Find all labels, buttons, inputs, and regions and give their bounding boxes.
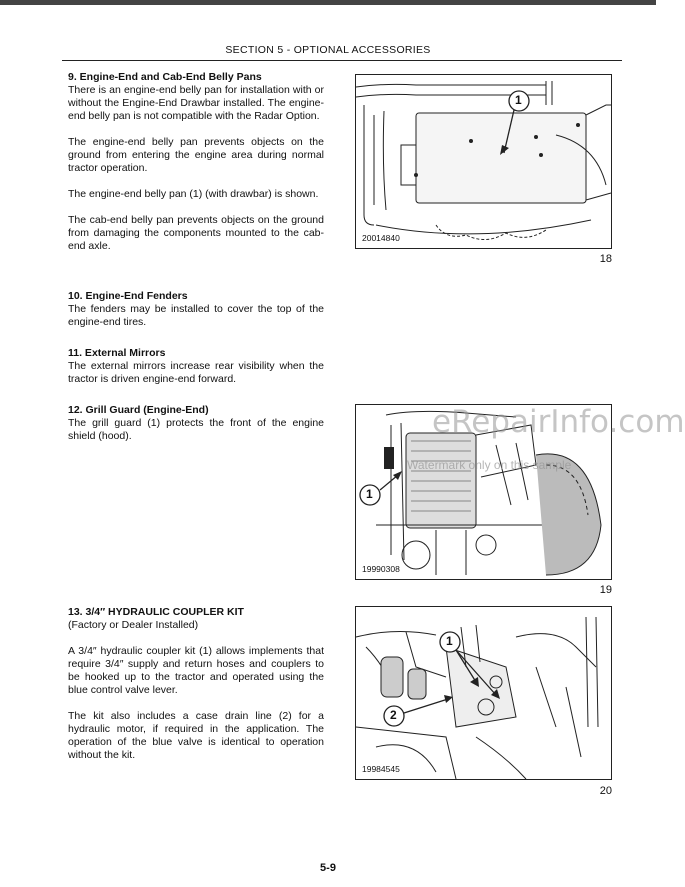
header-rule bbox=[62, 60, 622, 61]
top-bar bbox=[0, 0, 656, 5]
section-heading: 10. Engine-End Fenders bbox=[68, 290, 188, 302]
section-heading: 12. Grill Guard (Engine-End) bbox=[68, 404, 209, 416]
paragraph: The engine-end belly pan prevents objects on the ground from entering the engine area during normal tractor operation. bbox=[68, 136, 324, 174]
section-12 bbox=[68, 404, 324, 443]
watermark-subtext: Watermark only on this sample bbox=[407, 458, 572, 472]
paragraph: The grill guard (1) protects the front of the engine shield (hood). bbox=[68, 417, 324, 442]
section-11 bbox=[68, 347, 324, 386]
section-9 bbox=[68, 71, 324, 253]
watermark-text: eRepairInfo.com bbox=[432, 404, 685, 440]
page-number: 5-9 bbox=[320, 862, 336, 874]
paragraph: The external mirrors increase rear visibility when the tractor is driven engine-end forward. bbox=[68, 360, 324, 385]
belly-pan-illustration bbox=[356, 75, 611, 248]
paragraph: There is an engine-end belly pan for installation with or without the Engine-End Drawbar installed. The engine-end belly pan is not compatible with the Radar Option. bbox=[68, 84, 324, 122]
paragraph: A 3/4″ hydraulic coupler kit (1) allows implements that require 3/4″ supply and return hoses and couplers to be hooked up to the tractor and operated using the blue control valve lever. bbox=[68, 645, 324, 696]
figure-number: 20 bbox=[599, 785, 612, 797]
callout-label: 2 bbox=[390, 708, 397, 722]
figure-id: 19984545 bbox=[362, 764, 400, 774]
paragraph: The kit also includes a case drain line (2) for a hydraulic motor, if required in the application. The operation of the blue valve is identical to operation without the kit. bbox=[68, 710, 324, 761]
paragraph: The engine-end belly pan (1) (with drawbar) is shown. bbox=[68, 188, 319, 200]
figure-belly-pan bbox=[355, 74, 612, 249]
section-header: SECTION 5 - OPTIONAL ACCESSORIES bbox=[225, 44, 431, 56]
section-heading: 13. 3/4″ HYDRAULIC COUPLER KIT bbox=[68, 606, 244, 618]
section-13 bbox=[68, 606, 324, 762]
callout-label: 1 bbox=[515, 93, 522, 107]
section-10 bbox=[68, 290, 324, 329]
figure-number: 18 bbox=[599, 253, 612, 265]
paragraph: The cab-end belly pan prevents objects on the ground from damaging the components mounted to the cab-end axle. bbox=[68, 214, 324, 252]
paragraph: The fenders may be installed to cover the top of the engine-end tires. bbox=[68, 303, 324, 328]
callout-label: 1 bbox=[366, 487, 373, 501]
section-subheading: (Factory or Dealer Installed) bbox=[68, 619, 199, 631]
figure-id: 20014840 bbox=[362, 233, 400, 243]
hydraulic-coupler-illustration bbox=[356, 607, 611, 779]
figure-number: 19 bbox=[599, 584, 612, 596]
figure-hydraulic-coupler bbox=[355, 606, 612, 780]
figure-id: 19990308 bbox=[362, 564, 400, 574]
section-heading: 11. External Mirrors bbox=[68, 347, 166, 359]
callout-label: 1 bbox=[446, 634, 453, 648]
section-heading: 9. Engine-End and Cab-End Belly Pans bbox=[68, 71, 262, 83]
